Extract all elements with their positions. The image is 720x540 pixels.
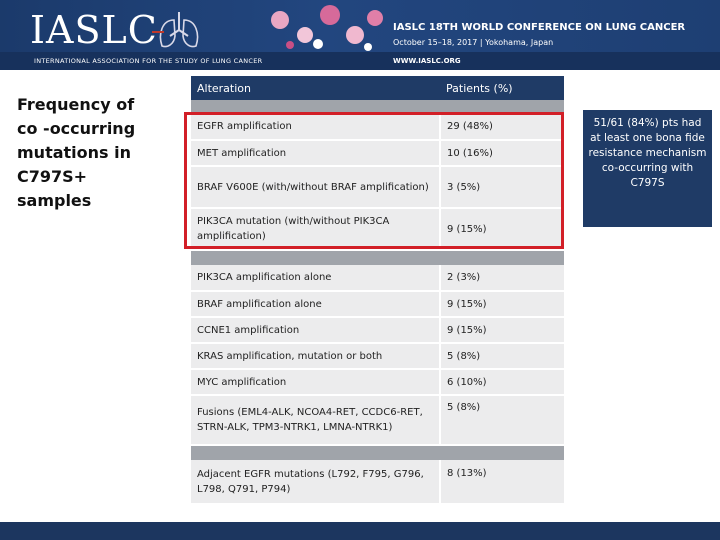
cell-patients: 3 (5%): [440, 166, 564, 208]
header-alteration: Alteration: [191, 76, 440, 100]
cell-alteration: BRAF V600E (with/without BRAF amplification): [191, 166, 440, 208]
cell-alteration: PIK3CA mutation (with/without PIK3CA amplification): [191, 208, 440, 250]
header-patients: Patients (%): [440, 76, 564, 100]
cell-patients: 5 (8%): [440, 395, 564, 445]
cell-patients: 9 (15%): [440, 317, 564, 343]
table-row: [191, 208, 564, 250]
cell-alteration: CCNE1 amplification: [191, 317, 440, 343]
table-row: [191, 317, 564, 343]
cell-alteration: BRAF amplification alone: [191, 291, 440, 317]
floral-decoration-icon: [260, 0, 390, 55]
website-link[interactable]: WWW.IASLC.ORG: [393, 57, 461, 65]
table-row: [191, 114, 564, 140]
table-header-row: [191, 76, 564, 100]
cell-patients: 2 (3%): [440, 265, 564, 291]
co-occurring-mutations-table: [191, 76, 564, 505]
conference-banner: [0, 0, 720, 70]
table-row: [191, 369, 564, 395]
cell-alteration: KRAS amplification, mutation or both: [191, 343, 440, 369]
conference-title: IASLC 18TH WORLD CONFERENCE ON LUNG CANCER: [393, 22, 686, 33]
cell-alteration: EGFR amplification: [191, 114, 440, 140]
cell-patients: 5 (8%): [440, 343, 564, 369]
table-group-divider: [191, 100, 564, 114]
table-row: [191, 265, 564, 291]
table-row: [191, 291, 564, 317]
cell-patients: 29 (48%): [440, 114, 564, 140]
cell-alteration: PIK3CA amplification alone: [191, 265, 440, 291]
iaslc-logo: IASLC: [30, 8, 158, 52]
cell-patients: 9 (15%): [440, 291, 564, 317]
table-group-divider: [191, 250, 564, 265]
cell-patients: 8 (13%): [440, 460, 564, 504]
conference-date: October 15–18, 2017 | Yokohama, Japan: [393, 38, 554, 47]
table-group-divider: [191, 445, 564, 460]
cell-alteration: MET amplification: [191, 140, 440, 166]
association-name: INTERNATIONAL ASSOCIATION FOR THE STUDY OF LUNG CANCER: [34, 57, 263, 65]
table-row: [191, 395, 564, 445]
slide-title: Frequency of co -occurring mutations in C797S+ samples: [17, 95, 136, 210]
footer-bar: [0, 522, 720, 540]
cell-alteration: Adjacent EGFR mutations (L792, F795, G796, L798, Q791, P794): [191, 460, 440, 504]
table-row: [191, 166, 564, 208]
cell-alteration: Fusions (EML4-ALK, NCOA4-RET, CCDC6-RET, STRN-ALK, TPM3-NTRK1, LMNA-NTRK1): [191, 395, 440, 445]
callout-box: 51/61 (84%) pts had at least one bona fide resistance mechanism co-occurring with C797S: [583, 110, 712, 227]
table-row: [191, 460, 564, 504]
table-row: [191, 343, 564, 369]
cell-patients: 6 (10%): [440, 369, 564, 395]
lung-logo-icon: [152, 8, 206, 52]
table-row: [191, 140, 564, 166]
cell-patients: 9 (15%): [440, 208, 564, 250]
cell-alteration: MYC amplification: [191, 369, 440, 395]
cell-patients: 10 (16%): [440, 140, 564, 166]
